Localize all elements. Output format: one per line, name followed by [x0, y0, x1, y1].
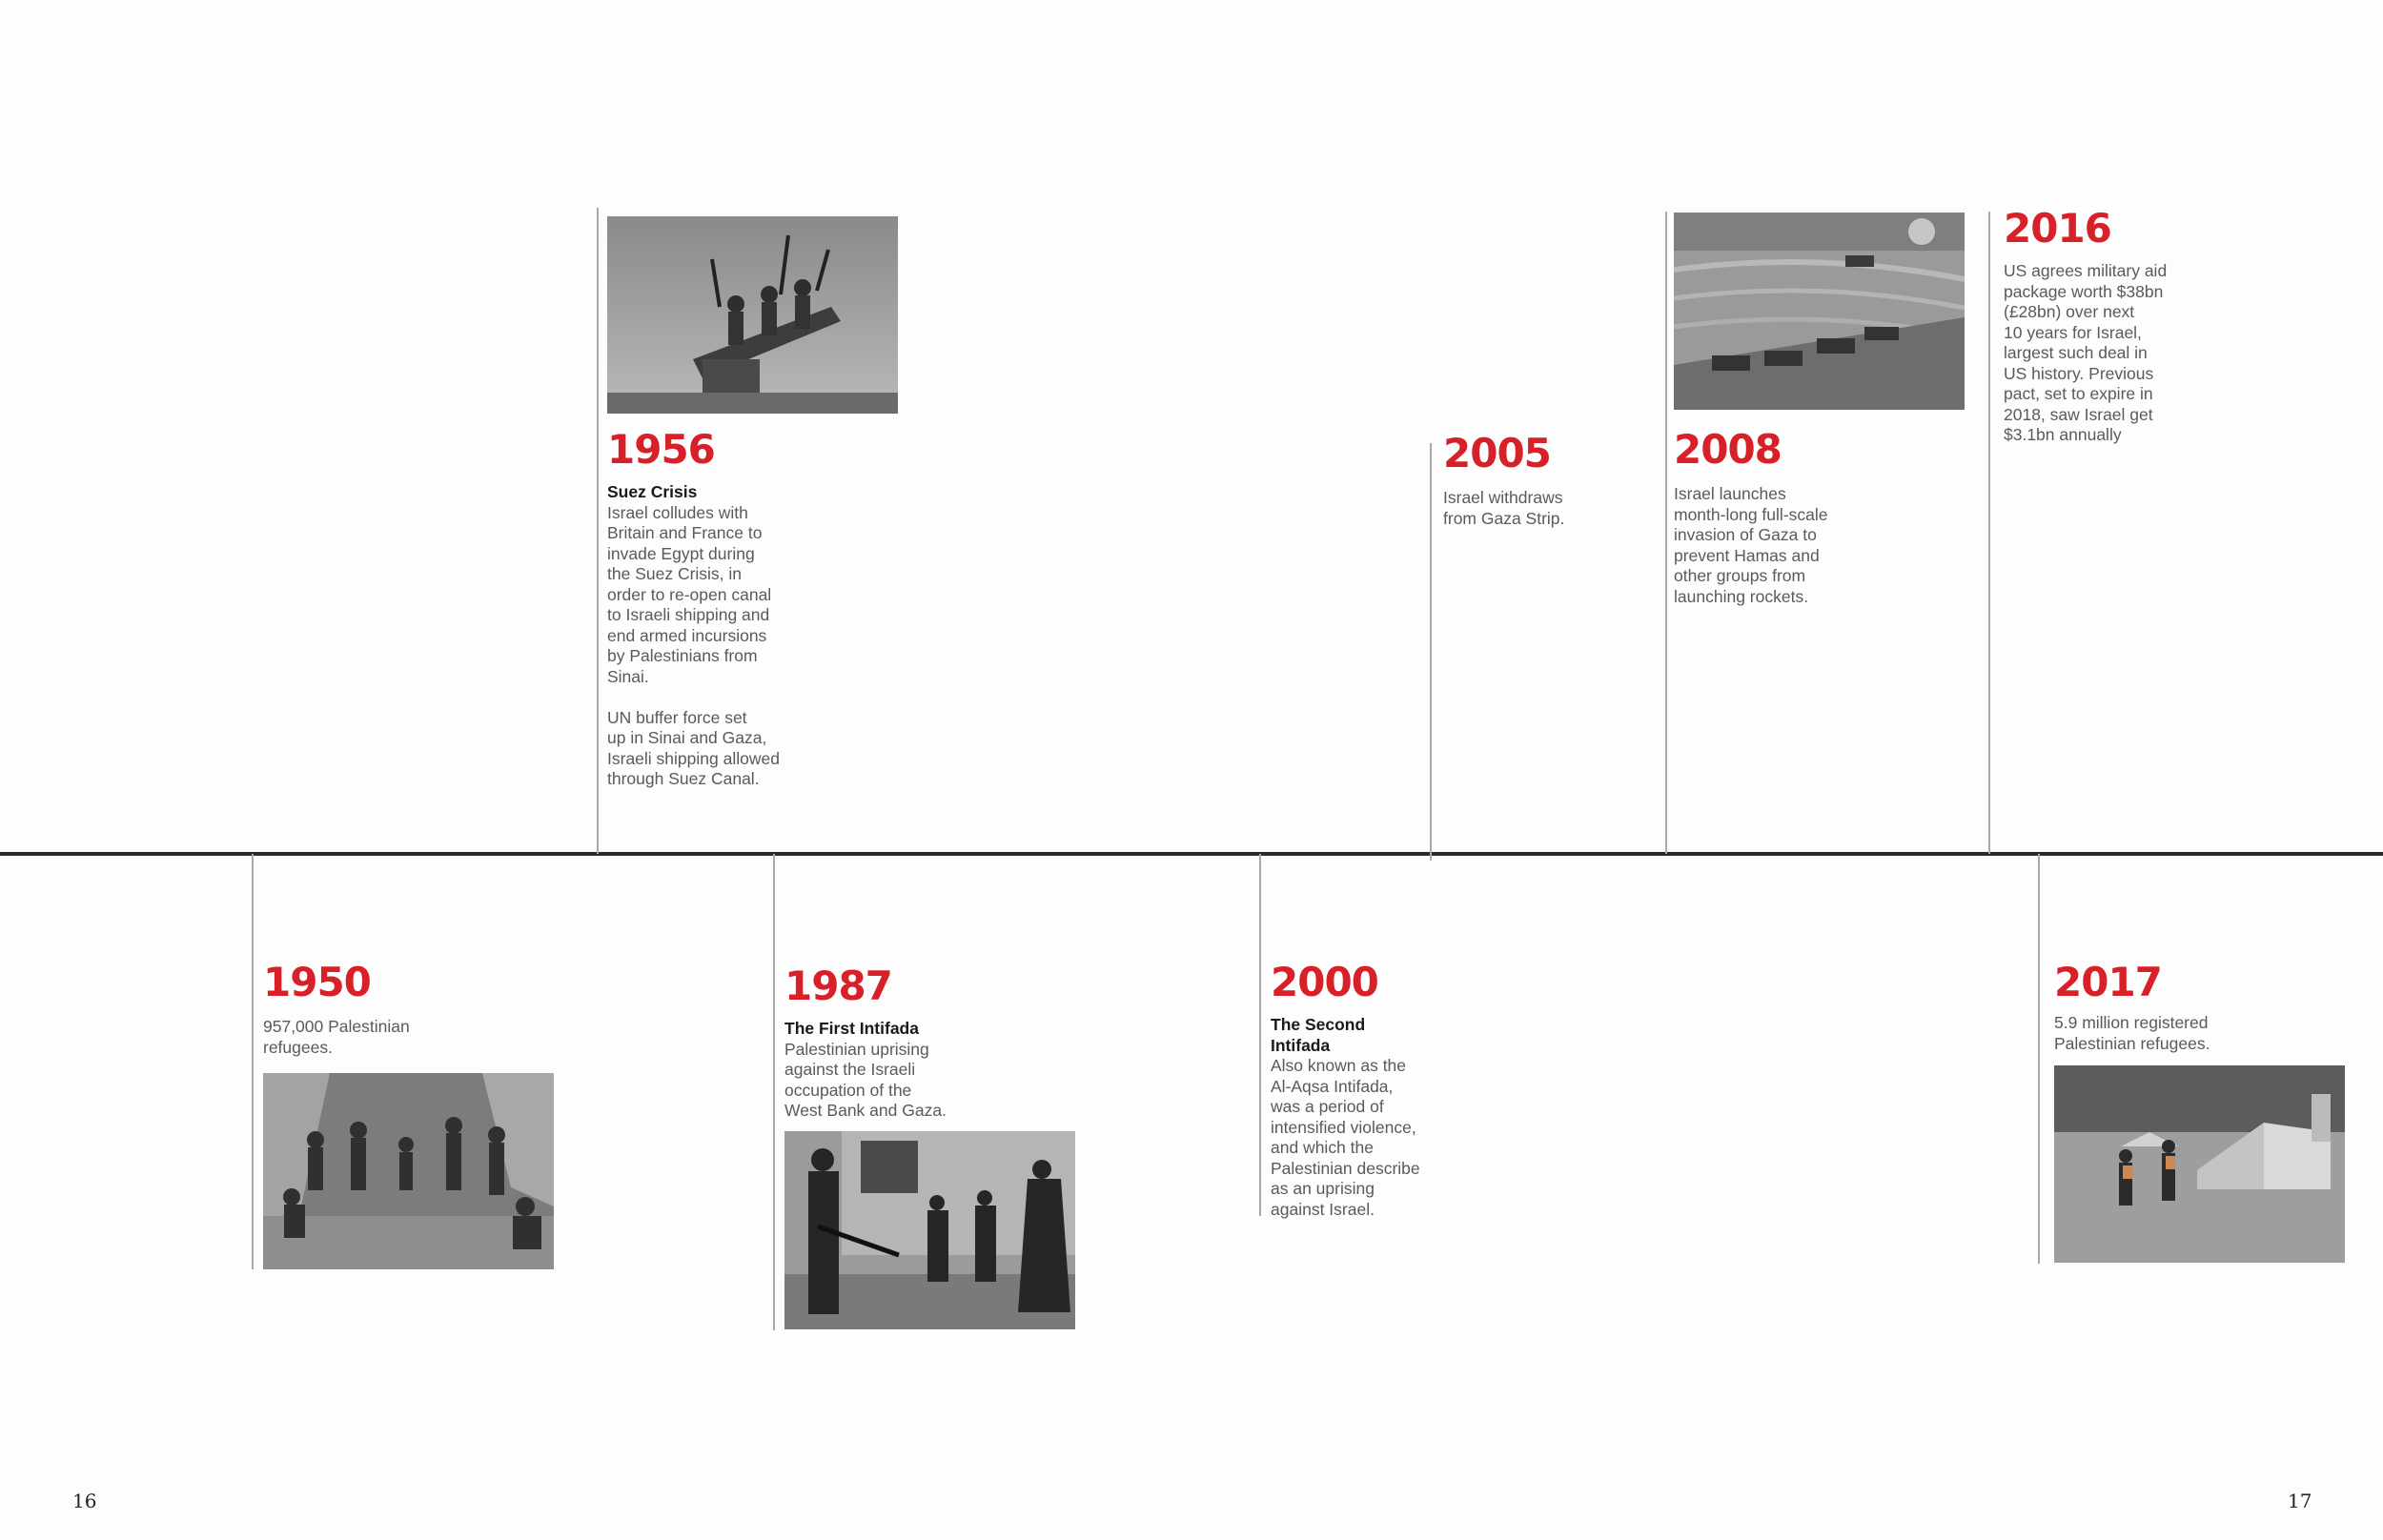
event-description: US agrees military aid package worth $38bn (£28bn) over next 10 years for Israel, largest such deal in US history. Previous pact, set to expire in 2018, saw Israel get $3.1bn annually — [2004, 261, 2168, 444]
photo-2008-tanks-in-field — [1674, 213, 1965, 410]
event-description: Palestinian uprising against the Israeli occupation of the West Bank and Gaza. — [784, 1039, 947, 1120]
event-1950 — [263, 960, 454, 1058]
event-year: 1956 — [607, 426, 715, 473]
event-2008 — [1674, 427, 1864, 607]
connector-1987 — [773, 854, 775, 1330]
event-title: Suez Crisis — [607, 482, 698, 501]
event-description: Israel withdraws from Gaza Strip. — [1443, 488, 1565, 528]
connector-2000 — [1259, 854, 1261, 1216]
connector-2005 — [1430, 443, 1432, 861]
event-2017 — [2054, 960, 2264, 1054]
connector-1950 — [252, 854, 254, 1269]
event-year: 2000 — [1271, 959, 1378, 1005]
page-number-left: 16 — [72, 1489, 97, 1512]
event-1987 — [784, 963, 994, 1122]
event-2016 — [2004, 206, 2194, 446]
timeline-axis — [0, 852, 2383, 856]
connector-2016 — [1988, 212, 1990, 854]
event-year: 2008 — [1674, 426, 1782, 473]
connector-1956 — [597, 208, 599, 854]
photo-1987-soldiers-and-women — [784, 1131, 1075, 1329]
event-description: 5.9 million registered Palestinian refugees. — [2054, 1013, 2210, 1053]
event-year: 2017 — [2054, 959, 2162, 1005]
page-number-right: 17 — [2288, 1489, 2312, 1512]
event-description: Also known as the Al-Aqsa Intifada, was a period of intensified violence, and which the Palestinian describe as an uprising against Israel. — [1271, 1056, 1420, 1219]
event-1956 — [607, 427, 836, 790]
connector-2008 — [1665, 212, 1667, 854]
connector-2017 — [2038, 854, 2040, 1264]
event-description: 957,000 Palestinian refugees. — [263, 1017, 410, 1057]
event-year: 1987 — [784, 962, 892, 1009]
event-year: 2005 — [1443, 430, 1551, 476]
event-title: The First Intifada — [784, 1019, 919, 1038]
event-2000 — [1271, 960, 1480, 1220]
event-description: Israel colludes with Britain and France to invade Egypt during the Suez Crisis, in order to re-open canal to Israeli shipping and end armed incursions by Palestinians from Sinai. UN buffer force set up in Sinai and Gaza, Israeli shipping allowed through Suez Canal. — [607, 502, 780, 788]
event-year: 2016 — [2004, 205, 2111, 252]
photo-2017-tents — [2054, 1065, 2345, 1263]
event-title: The Second Intifada — [1271, 1015, 1366, 1055]
event-description: Israel launches month-long full-scale invasion of Gaza to prevent Hamas and other groups from launching rockets. — [1674, 484, 1828, 606]
photo-1950-refugee-camp — [263, 1073, 554, 1269]
photo-1956-soldiers-on-gun — [607, 216, 898, 414]
event-year: 1950 — [263, 959, 371, 1005]
event-2005 — [1443, 431, 1596, 529]
